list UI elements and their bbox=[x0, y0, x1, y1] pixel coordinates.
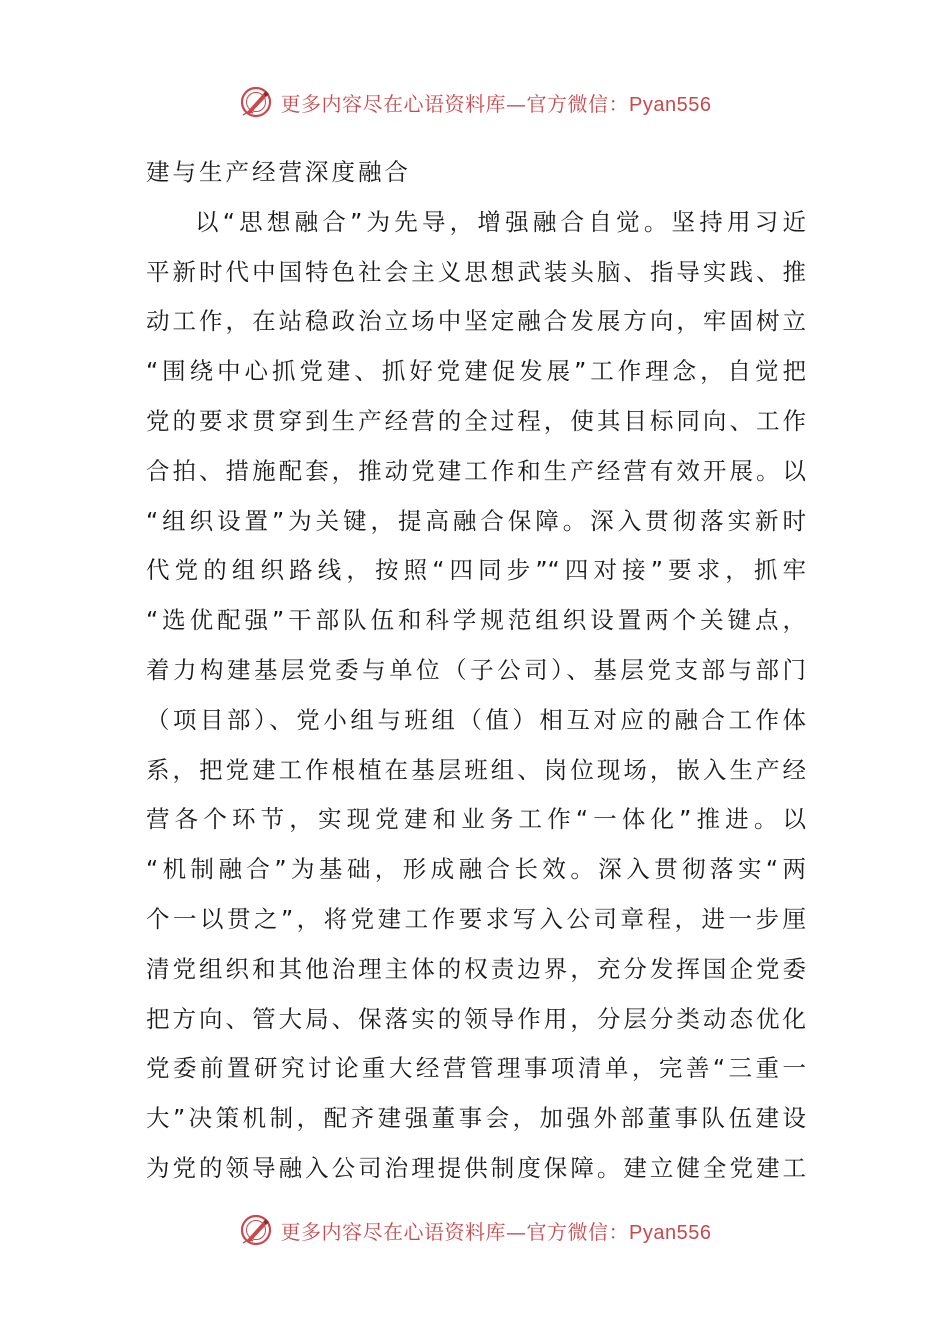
watermark-separator: — bbox=[506, 1219, 527, 1244]
text-line: 平新时代中国特色社会主义思想武装头脑、指导实践、推 bbox=[146, 257, 806, 286]
watermark-account: Pyan556 bbox=[629, 93, 712, 116]
text-line: 清党组织和其他治理主体的权责边界，充分发挥国企党委 bbox=[146, 954, 806, 983]
text-line: 党委前置研究讨论重大经营管理事项清单，完善“三重一 bbox=[146, 1054, 806, 1083]
pen-circle-logo-icon bbox=[239, 85, 273, 119]
watermark-text bbox=[281, 1216, 712, 1245]
text-line: 以“思想融合”为先导，增强融合自觉。坚持用习近 bbox=[195, 207, 806, 236]
text-line: 代党的组织路线，按照“四同步”“四对接”要求，抓牢 bbox=[146, 556, 806, 585]
text-line: 营各个环节，实现党建和业务工作“一体化”推进。以 bbox=[146, 805, 806, 834]
text-line: 党的要求贯穿到生产经营的全过程，使其目标同向、工作 bbox=[146, 406, 806, 435]
text-line: “围绕中心抓党建、抓好党建促发展”工作理念，自觉把 bbox=[146, 357, 806, 386]
text-line: 系，把党建工作根植在基层班组、岗位现场，嵌入生产经 bbox=[146, 755, 806, 784]
header-watermark bbox=[0, 82, 950, 122]
watermark-official-label: 官方微信： bbox=[526, 91, 630, 116]
text-line: “机制融合”为基础，形成融合长效。深入贯彻落实“两 bbox=[146, 855, 806, 884]
text-line: 着力构建基层党委与单位（子公司）、基层党支部与部门 bbox=[146, 655, 806, 684]
text-line: 个一以贯之”，将党建工作要求写入公司章程，进一步厘 bbox=[146, 904, 806, 933]
watermark-separator: — bbox=[506, 91, 527, 116]
text-line: “组织设置”为关键，提高融合保障。深入贯彻落实新时 bbox=[146, 506, 806, 535]
text-line: （项目部）、党小组与班组（值）相互对应的融合工作体 bbox=[146, 705, 806, 734]
pen-circle-logo-icon bbox=[239, 1213, 273, 1247]
watermark-official-label: 官方微信： bbox=[526, 1219, 630, 1244]
document-body bbox=[146, 148, 806, 1194]
watermark-text bbox=[281, 88, 712, 117]
watermark-slogan: 更多内容尽在心语资料库 bbox=[280, 91, 507, 116]
text-line: 动工作，在站稳政治立场中坚定融合发展方向，牢固树立 bbox=[146, 307, 806, 336]
text-line: 建与生产经营深度融合 bbox=[146, 158, 411, 186]
text-line: 为党的领导融入公司治理提供制度保障。建立健全党建工 bbox=[146, 1153, 806, 1182]
footer-watermark bbox=[0, 1210, 950, 1250]
watermark-account: Pyan556 bbox=[629, 1221, 712, 1244]
text-line: 把方向、管大局、保落实的领导作用，分层分类动态优化 bbox=[146, 1004, 806, 1033]
text-line: “选优配强”干部队伍和科学规范组织设置两个关键点， bbox=[146, 606, 806, 635]
text-line: 大”决策机制，配齐建强董事会，加强外部董事队伍建设 bbox=[146, 1104, 806, 1133]
text-line: 合拍、措施配套，推动党建工作和生产经营有效开展。以 bbox=[146, 456, 806, 485]
watermark-slogan: 更多内容尽在心语资料库 bbox=[280, 1219, 507, 1244]
